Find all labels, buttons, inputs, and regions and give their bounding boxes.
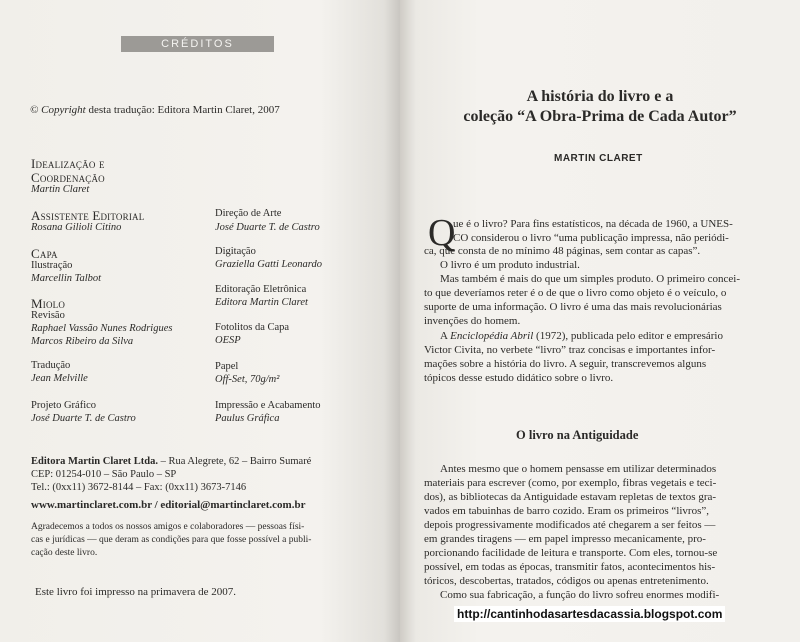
antiguidade-line-6: em grandes tiragens — em papel impresso mecanicamente, pro-: [424, 533, 706, 545]
fotolitos-name: OESP: [215, 335, 241, 346]
drop-cap: Q: [428, 212, 456, 254]
copyright-italic: © Copyright: [30, 104, 86, 116]
address-line2: CEP: 01254-010 – São Paulo – SP: [31, 469, 177, 480]
copyright-rest: desta tradução: Editora Martin Claret, 2007: [85, 104, 280, 116]
antiguidade-line-3: dos), as bibliotecas da Antiguidade estavam repletas de textos gra-: [424, 491, 717, 503]
chapter-title-line2: coleção “A Obra-Prima de Cada Autor”: [463, 108, 737, 125]
direcao-name: José Duarte T. de Castro: [215, 222, 320, 233]
capa-name: Marcellin Talbot: [31, 273, 102, 284]
miolo-role: Revisão: [31, 310, 65, 321]
traducao-role: Tradução: [31, 360, 71, 371]
projeto-name: José Duarte T. de Castro: [31, 413, 136, 424]
antiguidade-line-2: materiais para escrever (como, por exemplo, fibras vegetais e teci-: [424, 477, 717, 489]
miolo-name1: Raphael Vassão Nunes Rodrigues: [31, 323, 173, 334]
body-line-1: O livro é um produto industrial.: [440, 259, 580, 271]
printed-note: Este livro foi impresso na primavera de 2007.: [35, 586, 237, 598]
credits-header: CRÉDITOS: [121, 36, 274, 52]
coordenacao-heading: Coordenação: [31, 170, 105, 185]
para1-line1: ue é o livro? Para fins estatísticos, na década de 1960, a UNES-: [453, 218, 733, 230]
antiguidade-line-4: vados em tabuinhas de barro cozido. Eram os primeiros “livros”,: [424, 505, 710, 517]
thanks-line-2: cas e jurídicas — que deram as condições para que fosse possível a publi-: [31, 535, 312, 545]
enc-line-1: [440, 330, 723, 342]
chapter-title-line1: A história do livro e a: [526, 88, 674, 105]
enc-post: (1972), publicada pelo editor e empresário: [533, 330, 723, 342]
assistente-name: Rosana Gilioli Citino: [31, 222, 122, 233]
papel-name: Off-Set, 70g/m²: [215, 374, 280, 385]
section-heading: O livro na Antiguidade: [516, 428, 639, 442]
body-line-2: Mas também é mais do que um simples produto. O primeiro concei-: [440, 273, 740, 285]
enc-line-3: mações sobre a história do livro. A seguir, transcrevemos alguns: [424, 358, 707, 370]
assistente-heading: Assistente Editorial: [31, 208, 145, 223]
enc-line-2: Victor Civita, no verbete “livro” traz concisas e importantes infor-: [424, 344, 716, 356]
address-line1: [31, 456, 311, 467]
copyright-line: [30, 104, 280, 116]
capa-heading: Capa: [31, 246, 58, 261]
impressao-role: Impressão e Acabamento: [215, 400, 321, 411]
para1-line3: ca, que consta de no mínimo 48 páginas, sem contar as capas”.: [424, 245, 701, 257]
body-line-3: to que deveríamos reter é o de que o livro como objeto é o veículo, o: [424, 287, 727, 299]
projeto-role: Projeto Gráfico: [31, 400, 97, 411]
idealizacao-heading: Idealização e: [31, 156, 105, 171]
idealizacao-name: Martin Claret: [31, 184, 90, 195]
para1-line2: CO considerou o livro “uma publicação impressa, não periódi-: [453, 232, 729, 244]
antiguidade-line-5: depois progressivamente modificados até chegarem a ser feitos —: [424, 519, 716, 531]
address-line3: Tel.: (0xx11) 3672-8144 – Fax: (0xx11) 3673-7146: [31, 482, 247, 493]
enc-pre: A: [440, 330, 451, 342]
antiguidade-line-10: Como sua fabricação, a função do livro sofreu enormes modifi-: [440, 589, 720, 601]
address-street: – Rua Alegrete, 62 – Bairro Sumaré: [157, 456, 312, 467]
enc-italic: Enciclopédia Abril: [450, 330, 534, 342]
watermark-url: http://cantinhodasartesdacassia.blogspot.com: [454, 606, 725, 622]
thanks-line-3: cação deste livro.: [31, 548, 98, 558]
publisher-name: Editora Martin Claret Ltda.: [31, 456, 158, 467]
body-line-5: invenções do homem.: [424, 315, 521, 327]
miolo-heading: Miolo: [31, 296, 66, 311]
enc-line-4: tópicos desse estudo didático sobre o livro.: [424, 372, 614, 384]
antiguidade-line-7: porcionando facilidade de leitura e transporte. Com eles, tornou-se: [424, 547, 718, 559]
traducao-name: Jean Melville: [31, 373, 88, 384]
fotolitos-role: Fotolitos da Capa: [215, 322, 290, 333]
thanks-line-1: Agradecemos a todos os nossos amigos e colaboradores — pessoas físi-: [31, 522, 305, 532]
editoracao-name: Editora Martin Claret: [215, 297, 308, 308]
digitacao-name: Graziella Gatti Leonardo: [215, 259, 322, 270]
impressao-name: Paulus Gráfica: [215, 413, 280, 424]
digitacao-role: Digitação: [215, 246, 256, 257]
publisher-web: www.martinclaret.com.br / editorial@martinclaret.com.br: [31, 499, 306, 511]
miolo-name2: Marcos Ribeiro da Silva: [31, 336, 134, 347]
editoracao-role: Editoração Eletrônica: [215, 284, 307, 295]
antiguidade-line-9: tóricos, descobertas, tratados, códigos ou apenas entretenimento.: [424, 575, 709, 587]
antiguidade-line-1: Antes mesmo que o homem pensasse em utilizar determinados: [440, 463, 717, 475]
chapter-author: MARTIN CLARET: [554, 153, 643, 164]
body-line-4: suporte de uma informação. O livro é uma das mais revolucionárias: [424, 301, 722, 313]
papel-role: Papel: [215, 361, 239, 372]
capa-role: Ilustração: [31, 260, 73, 271]
direcao-role: Direção de Arte: [215, 208, 282, 219]
antiguidade-line-8: possível, em todas as épocas, transmitir fatos, acontecimentos his-: [424, 561, 716, 573]
